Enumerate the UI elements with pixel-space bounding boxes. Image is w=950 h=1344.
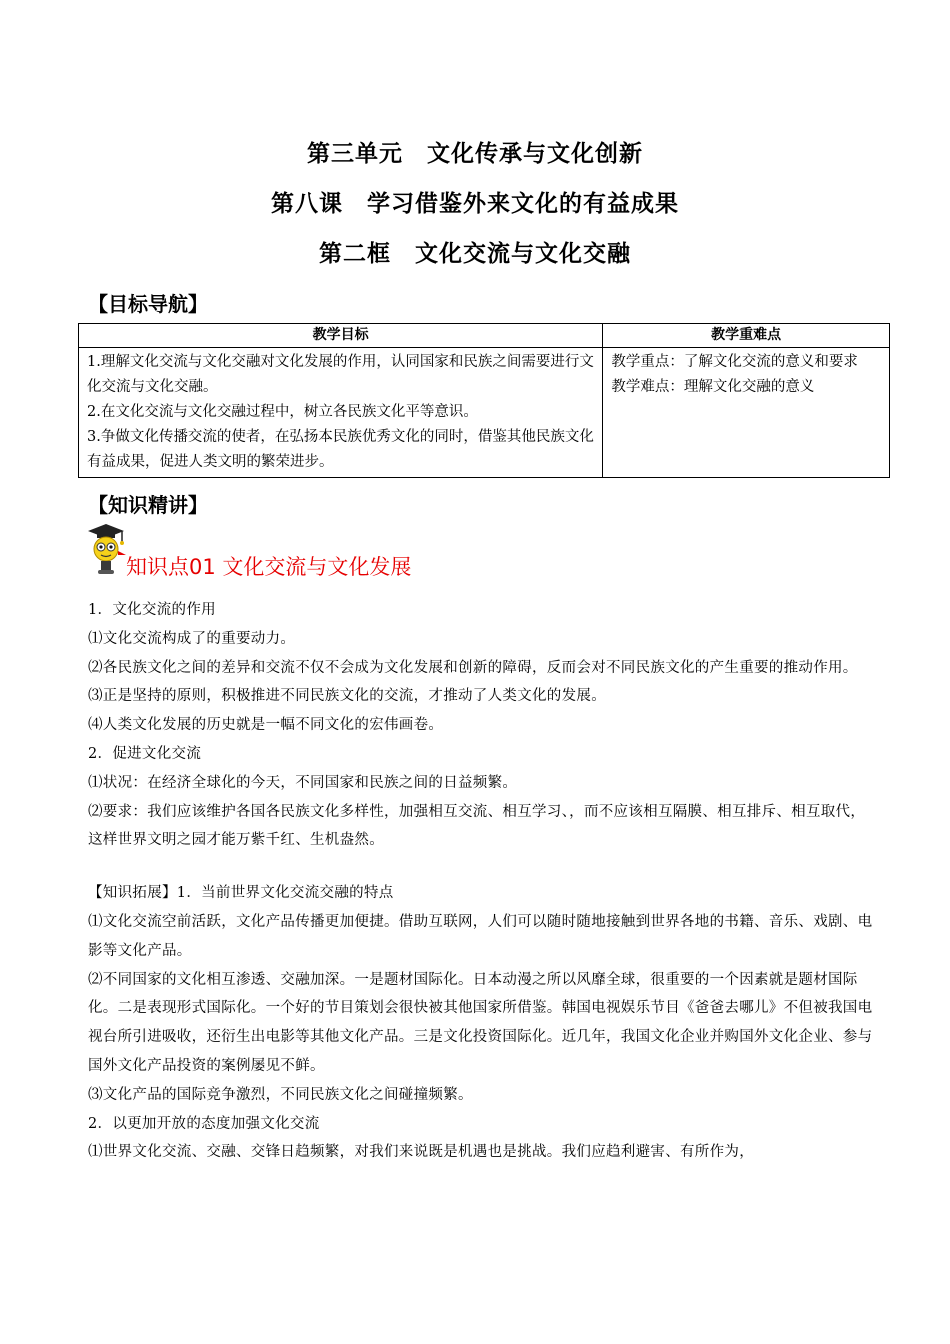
frame-title: 第二框 文化交流与文化交融 bbox=[319, 241, 631, 267]
paragraph: ⑷人类文化发展的历史就是一幅不同文化的宏伟画卷。 bbox=[88, 717, 444, 734]
knowledge-heading: 【知识精讲】 bbox=[88, 493, 208, 517]
graduate-mascot-icon bbox=[84, 522, 128, 578]
goals-cell bbox=[79, 348, 603, 478]
focus-item: 教学难点：理解文化交融的意义 bbox=[611, 379, 815, 395]
section1-body bbox=[88, 596, 878, 1167]
paragraph: 2．促进文化交流 bbox=[88, 745, 202, 762]
goal-table-body-row bbox=[79, 348, 890, 478]
focus-cell bbox=[603, 348, 890, 478]
goal-table-header-goals: 教学目标 bbox=[79, 324, 603, 348]
unit-title: 第三单元 文化传承与文化创新 bbox=[307, 141, 643, 167]
goal-item: 3.争做文化传播交流的使者，在弘扬本民族优秀文化的同时，借鉴其他民族文化有益成果，促进人类文明的繁荣进步。 bbox=[87, 429, 594, 470]
paragraph: ⑴文化交流空前活跃，文化产品传播更加便捷。借助互联网，人们可以随时随地接触到世界各地的书籍、音乐、戏剧、电影等文化产品。 bbox=[88, 913, 873, 959]
paragraph: 2．以更加开放的态度加强文化交流 bbox=[88, 1115, 320, 1132]
goal-table-header-row bbox=[79, 324, 890, 348]
goal-item: 1.理解文化交流与文化交融对文化发展的作用，认同国家和民族之间需要进行文化交流与文化交融。 bbox=[87, 354, 594, 395]
paragraph: ⑴世界文化交流、交融、交锋日趋频繁，对我们来说既是机遇也是挑战。我们应趋利避害、有所作为， bbox=[88, 1144, 754, 1161]
lesson-title: 第八课 学习借鉴外来文化的有益成果 bbox=[271, 191, 679, 217]
paragraph: ⑵各民族文化之间的差异和交流不仅不会成为文化发展和创新的障碍，反而会对不同民族文化的产生重要的推动作用。 bbox=[88, 659, 858, 676]
paragraph: ⑶正是坚持的原则，积极推进不同民族文化的交流，才推动了人类文化的发展。 bbox=[88, 688, 606, 705]
paragraph: ⑵要求：我们应该维护各国各民族文化多样性，加强相互交流、相互学习、，而不应该相互隔膜、相互排斥、相互取代，这样世界文明之园才能万紫千红、生机盎然。 bbox=[88, 803, 866, 849]
paragraph: ⑴文化交流构成了的重要动力。 bbox=[88, 630, 296, 647]
paragraph: 1．文化交流的作用 bbox=[88, 602, 216, 618]
goal-table bbox=[78, 323, 890, 478]
paragraph: 【知识拓展】1．当前世界文化交流交融的特点 bbox=[88, 885, 394, 902]
paragraph: ⑴状况：在经济全球化的今天，不同国家和民族之间的日益频繁。 bbox=[88, 774, 518, 791]
goal-item: 2.在文化交流与文化交融过程中，树立各民族文化平等意识。 bbox=[87, 404, 478, 420]
nav-heading: 【目标导航】 bbox=[88, 292, 208, 316]
paragraph: ⑵不同国家的文化相互渗透、交融加深。一是题材国际化。日本动漫之所以风靡全球，很重要的一个因素就是题材国际化。二是表现形式国际化。一个好的节目策划会很快被其他国家所借鉴。韩国电视娱乐节目《爸爸去哪儿》不但被我国电视台所引进吸收，还衍生出电影等其他文化产品。三是文化投资国际化。近几年，我国文化企业并购国外文化企业、参与国外文化产品投资的案例屡见不鲜。 bbox=[88, 971, 873, 1074]
paragraph: ⑶文化产品的国际竞争激烈，不同民族文化之间碰撞频繁。 bbox=[88, 1086, 473, 1103]
knowledge-point-title: 知识点01 文化交流与文化发展 bbox=[126, 555, 412, 579]
focus-item: 教学重点：了解文化交流的意义和要求 bbox=[611, 354, 858, 370]
goal-table-header-focus: 教学重难点 bbox=[603, 324, 890, 348]
